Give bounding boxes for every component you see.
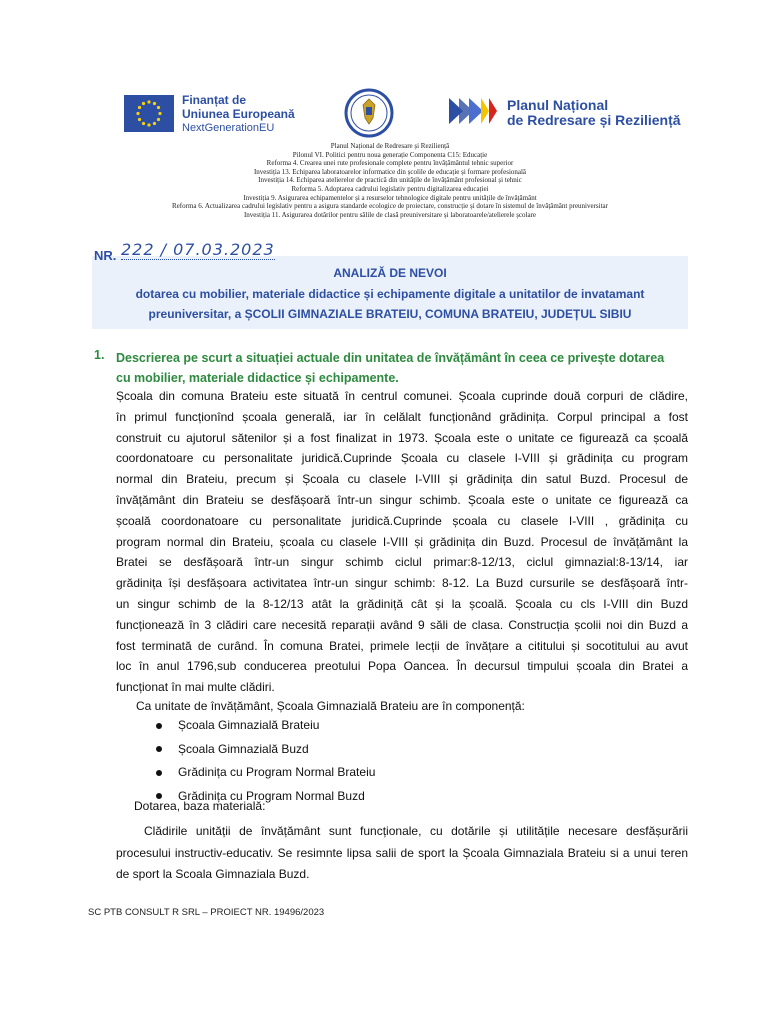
- page-footer: SC PTB CONSULT R SRL – PROIECT NR. 19496/2023: [88, 907, 325, 918]
- list-item-label: Școala Gimnazială Brateiu: [178, 718, 320, 732]
- list-item-label: Grădinița cu Program Normal Buzd: [178, 788, 365, 803]
- document-title: ANALIZĂ DE NEVOI: [333, 266, 447, 280]
- pnrr-line-1: Planul Național: [507, 97, 609, 113]
- components-list: [156, 714, 375, 808]
- body-line: învățământ din Brateiu se desfășoară într-un singur schimb. Școala este o unitate ce figurează ca: [116, 492, 688, 507]
- document-subtitle-line-1: dotarea cu mobilier, materiale didactice și echipamente digitale a unitatilor de invatamant: [135, 287, 645, 301]
- document-number-value: 222 / 07.03.2023: [121, 240, 275, 259]
- program-line: Investiția 14. Echiparea atelierelor de practică din unitățile de învățământ profesional și tehnic: [258, 176, 522, 185]
- program-line: Investiția 13. Echiparea laboratoarelor informatice din școlile de educație și formare profesională: [253, 167, 527, 176]
- body-line: un singur schimb de la 8-12/13 atât la grădiniță cât și la școală. Școala cu cls I-VIII din Buzd: [116, 596, 688, 611]
- body-line: în primul funcționînd școala generală, iar în celălalt funcționând grădinița. Corpul principal a fost: [116, 409, 688, 424]
- list-item: [156, 738, 375, 762]
- body-line: coordonatoare cu personalitate juridică.Cuprinde Școala cu clasele I-VIII și grădinița cu program: [116, 451, 688, 466]
- list-item: [156, 761, 375, 785]
- dotarea-label: Dotarea, baza materială:: [134, 799, 266, 813]
- body-line: program normal din Brateiu, școala cu clasele I-VIII și grădinița din Buzd. Procesul de învățământ la: [116, 534, 688, 549]
- components-intro: Ca unitate de învățământ, Școala Gimnazială Brateiu are în componență:: [136, 699, 525, 713]
- pnrr-line-2: de Redresare și Reziliență: [507, 112, 681, 128]
- program-line: Reforma 6. Actualizarea cadrului legislativ pentru a asigura standarde ecologice de proiectare, construcție și dotare în sistemul de învățământ preuniversitar: [172, 202, 608, 211]
- body-line: Bratei se desfășoară într-un singur schimb ciclul primar:8-12/13, ciclul gimnazial:8-13/14, iar: [116, 555, 688, 570]
- list-item-label: Grădinița cu Program Normal Brateiu: [178, 765, 376, 779]
- program-line: Investiția 9. Asigurarea echipamentelor și a resurselor tehnologice digitale pentru unitățile de învățământ: [243, 193, 537, 202]
- document-number-label: NR.: [94, 248, 117, 263]
- body-line: grădinița își desfășoara activitatea într-un singur schimb: 8-12. La Buzd cursurile se desfășoară într-: [116, 576, 688, 591]
- pnrr-label: [507, 98, 681, 128]
- dotarea-line: procesului instructiv-educativ. Se resimnte lipsa salii de sport la Școala Gimnaziala Brateiu si a unui teren: [116, 845, 688, 860]
- dotarea-line: de sport la Scoala Gimnaziala Buzd.: [116, 867, 310, 881]
- eu-line-3: NextGenerationEU: [182, 122, 275, 134]
- body-line: fost terminată de curând. În comuna Bratei, primele lecții de învățare a cititului și socotitului au avut: [116, 638, 688, 653]
- eu-flag-icon: [124, 95, 174, 132]
- list-item: [156, 714, 375, 738]
- body-line: funcționat în mai multe clădiri.: [116, 680, 275, 695]
- eu-line-1: Finanțat de: [182, 93, 247, 107]
- body-line: funcționează în 3 clădiri care necesită reparații având 9 săli de clasa. Construcția școlii noi din Buzd a: [116, 617, 688, 632]
- section-heading-line-1: Descrierea pe scurt a situației actuale din unitatea de învățământ în ceea ce privește dotarea: [116, 351, 665, 365]
- bullet-icon: [156, 723, 162, 729]
- program-line: Pilonul VI. Politici pentru noua generație Componenta C15: Educație: [292, 150, 488, 159]
- program-line: Reforma 5. Adoptarea cadrului legislativ pentru digitalizarea educației: [291, 184, 489, 193]
- romanian-government-crest-icon: [344, 88, 394, 138]
- eu-line-2: Uniunea Europeană: [182, 107, 295, 121]
- list-item-label: Școala Gimnazială Buzd: [178, 741, 309, 756]
- dotarea-paragraph: [116, 821, 688, 886]
- program-line: Investiția 11. Asigurarea dotărilor pentru sălile de clasă preuniversitare și laboratoarele/atelierele școlare: [243, 210, 537, 219]
- bullet-icon: [156, 770, 162, 776]
- section-number: 1.: [94, 348, 105, 362]
- section-heading-line-2: cu mobilier, materiale didactice și echipamente.: [116, 371, 399, 385]
- bullet-icon: [156, 746, 162, 752]
- pnrr-logo-icon: [449, 98, 503, 124]
- body-paragraph: [116, 386, 688, 698]
- body-line: construit cu ajutorul sătenilor și a fost finalizat in 1973. Școala este o unitate ce figurează ca școală: [116, 430, 688, 445]
- program-lines: [60, 142, 720, 219]
- body-line: școală coordonatoare cu personalitate juridică.Cuprinde școala cu clasele I-VIII , grădinița cu: [116, 513, 688, 528]
- document-subtitle-line-2: preuniversitar, a ȘCOLII GIMNAZIALE BRATEIU, COMUNA BRATEIU, JUDEȚUL SIBIU: [148, 307, 632, 321]
- body-line: Școala din comuna Brateiu este situată în centrul comunei. Școala cuprinde două corpuri de clădire,: [116, 389, 688, 403]
- body-line: normal din Brateiu, precum și Școala cu clasele I-VIII și grădinița din satul Buzd. Procesul de: [116, 472, 688, 487]
- section-heading: [116, 348, 686, 388]
- program-line: Reforma 4. Crearea unei rute profesionale complete pentru învățământul tehnic superior: [266, 159, 514, 168]
- body-line: loc în anul 1796,sub conducerea preotului Popa Oancea. În decursul timpului școala din Bratei a: [116, 659, 688, 674]
- dotarea-line: Clădirile unității de învățământ sunt funcționale, cu dotările și utilitățile necesare desfășurării: [144, 824, 688, 838]
- eu-funding-label: [182, 93, 295, 135]
- program-line: Planul Național de Redresare și Reziliență: [330, 142, 450, 150]
